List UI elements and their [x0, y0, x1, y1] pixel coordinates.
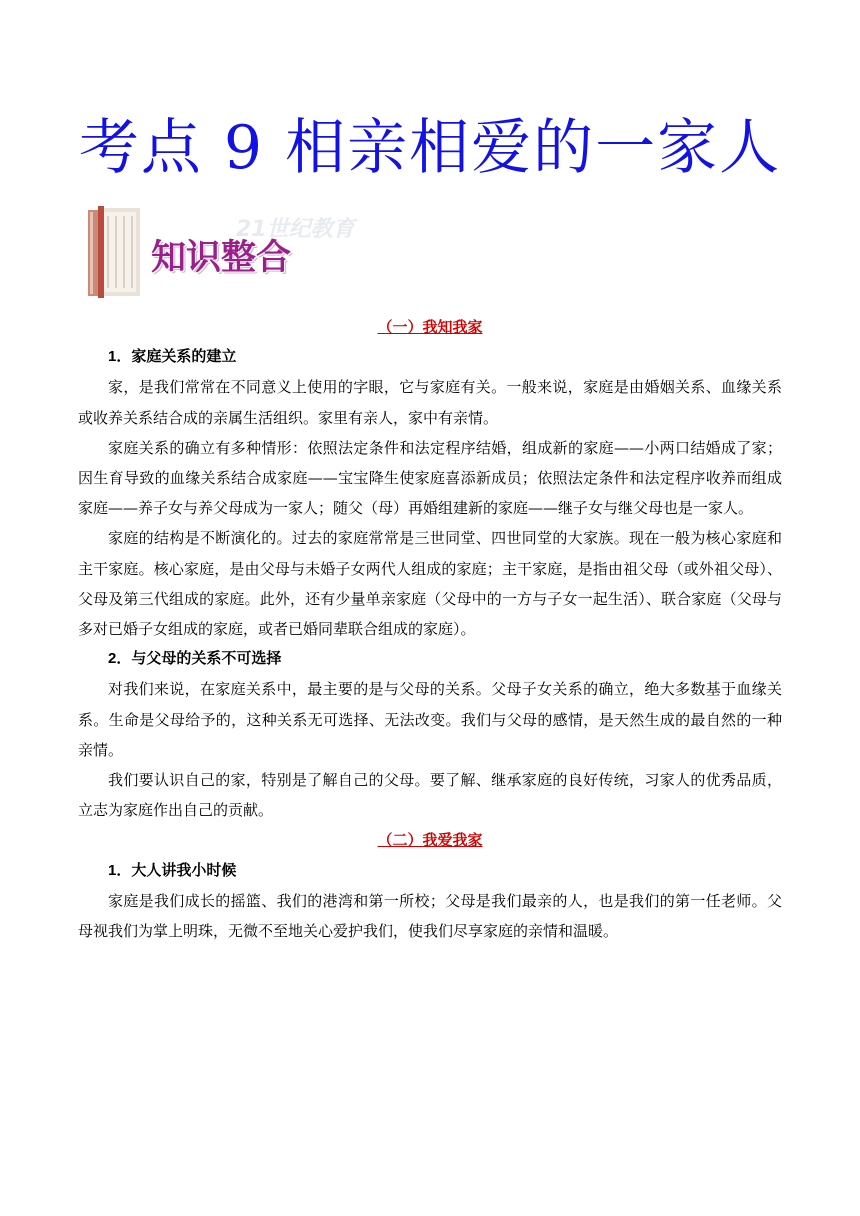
watermark-text: 21世纪教育	[236, 217, 355, 242]
paragraph: 家庭是我们成长的摇篮、我们的港湾和第一所校；父母是我们最亲的人，也是我们的第一任老师。父母视我们为掌上明珠，无微不至地关心爱护我们，使我们尽享家庭的亲情和温暖。	[78, 891, 782, 941]
paragraph: 家，是我们常常在不同意义上使用的字眼，它与家庭有关。一般来说，家庭是由婚姻关系、血缘关系或收养关系结合成的亲属生活组织。家里有亲人，家中有亲情。	[78, 378, 782, 427]
paragraph: 对我们来说，在家庭关系中，最主要的是与父母的关系。父母子女关系的确立，绝大多数基于血缘关系。生命是父母给予的，这种关系无可选择、无法改变。我们与父母的感情，是天然生成的最自然的一种亲情。	[78, 680, 782, 759]
paragraph: 家庭关系的确立有多种情形：依照法定条件和法定程序结婚，组成新的家庭——小两口结婚成了家；因生育导致的血缘关系结合成家庭——宝宝降生使家庭喜添新成员；依照法定条件和法定程序收养而组成家庭——养子女与养父母成为一家人；随父（母）再婚组建新的家庭——继子女与继父母也是一家人。	[78, 438, 782, 518]
document-body	[78, 312, 782, 946]
paragraph: 我们要认识自己的家，特别是了解自己的父母。要了解、继承家庭的良好传统，习家人的优秀品质，立志为家庭作出自己的贡献。	[78, 771, 782, 820]
section-heading: （一）我知我家	[377, 318, 483, 336]
knowledge-banner	[86, 206, 355, 298]
section-heading: （二）我爱我家	[377, 831, 483, 850]
item-heading: 2．与父母的关系不可选择	[108, 650, 282, 668]
item-heading: 1．家庭关系的建立	[108, 348, 237, 366]
page-title: 考点 9 相亲相爱的一家人	[78, 113, 782, 183]
paragraph: 家庭的结构是不断演化的。过去的家庭常常是三世同堂、四世同堂的大家族。现在一般为核心家庭和主干家庭。核心家庭，是由父母与未婚子女两代人组成的家庭；主干家庭，是指由祖父母（或外祖父母）、父母及第三代组成的家庭。此外，还有少量单亲家庭（父母中的一方与子女一起生活）、联合家庭（父母与多对已婚子女组成的家庭，或者已婚同辈联合组成的家庭）。	[78, 529, 782, 639]
banner-label: 知识整合	[151, 238, 292, 278]
item-heading: 1．大人讲我小时候	[108, 861, 237, 879]
book-icon	[86, 206, 146, 298]
